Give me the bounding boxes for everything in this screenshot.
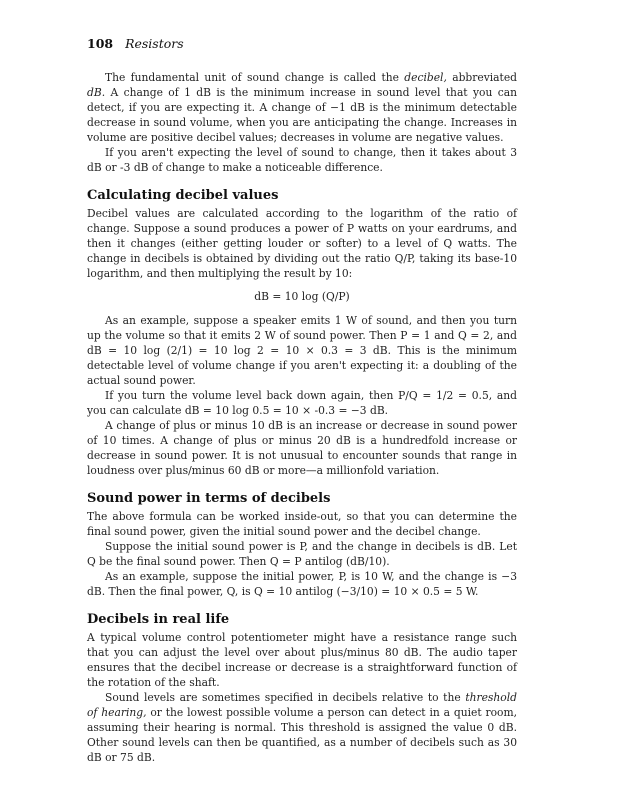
page-number: 108 — [87, 36, 114, 51]
section2-paragraph-3: As an example, suppose the initial power, P, is 10 W, and the change is −3 dB. Then the final power, Q, is Q = 10 antilog (−3/10) = 10 × 0.5 = 5 W. — [87, 570, 517, 598]
section3-paragraph-1: A typical volume control potentiometer might have a resistance range such that you can adjust the level over about plus/minus 80 dB. The audio taper ensures that the decibel increase or decrease is a straightforward function of the rotation of the shaft. — [87, 631, 517, 689]
decibel-equation: dB = 10 log (Q/P) — [254, 290, 350, 303]
section1-paragraph-4: A change of plus or minus 10 dB is an increase or decrease in sound power of 10 times. A change of plus or minus 20 dB is a hundredfold increase or decrease in sound power. It is not unusual to encounter sounds that range in loudness over plus/minus 60 dB or more—a millionfold variation. — [87, 419, 517, 477]
term-threshold-of-hearing: threshold of hearing, — [87, 691, 517, 719]
intro-paragraph-1: The fundamental unit of sound change is called the decibel, abbreviated dB. A change of 1 dB is the minimum increase in sound level that you can detect, if you are expecting it. A change of −1 dB is the minimum detectable decrease in sound volume, when you are anticipating the change. Increases in volume are positive decibel values; decreases in volume are negative values. — [87, 71, 517, 144]
body-text — [87, 70, 517, 765]
section1-paragraph-2: As an example, suppose a speaker emits 1 W of sound, and then you turn up the volume so that it emits 2 W of sound power. Then P = 1 and Q = 2, and dB = 10 log (2/1) = 10 log 2 = 10 × 0.3 = 3 dB. This is the minimum detectable level of volume change if you aren't expecting it: a doubling of the actual sound power. — [87, 314, 517, 387]
running-header — [87, 36, 184, 51]
heading-decibels-real-life: Decibels in real life — [87, 612, 230, 627]
section1-paragraph-1: Decibel values are calculated according to the logarithm of the ratio of change. Suppose a sound produces a power of P watts on your eardrums, and then it changes (either getting louder or softer) to a level of Q watts. The change in decibels is obtained by dividing out the ratio Q/P, taking its base-10 logarithm, and then multiplying the result by 10: — [87, 207, 517, 280]
section2-paragraph-2: Suppose the initial sound power is P, and the change in decibels is dB. Let Q be the final sound power. Then Q = P antilog (dB/10). — [87, 540, 517, 568]
heading-sound-power: Sound power in terms of decibels — [87, 491, 331, 506]
term-decibel: decibel, — [404, 71, 447, 84]
section1-paragraph-3: If you turn the volume level back down again, then P/Q = 1/2 = 0.5, and you can calculate dB = 10 log 0.5 = 10 × -0.3 = −3 dB. — [87, 389, 517, 417]
section-title: Resistors — [125, 36, 184, 51]
term-db: dB. — [87, 86, 106, 99]
section2-paragraph-1: The above formula can be worked inside-out, so that you can determine the final sound power, given the initial sound power and the decibel change. — [87, 510, 517, 538]
section3-paragraph-2: Sound levels are sometimes specified in decibels relative to the threshold of hearing, or the lowest possible volume a person can detect in a quiet room, assuming their hearing is normal. This threshold is assigned the value 0 dB. Other sound levels can then be quantified, as a number of decibels such as 30 dB or 75 dB. — [87, 691, 517, 764]
intro-paragraph-2: If you aren't expecting the level of sound to change, then it takes about 3 dB or -3 dB of change to make a noticeable difference. — [87, 146, 517, 174]
heading-calculating-decibel-values: Calculating decibel values — [87, 188, 279, 203]
